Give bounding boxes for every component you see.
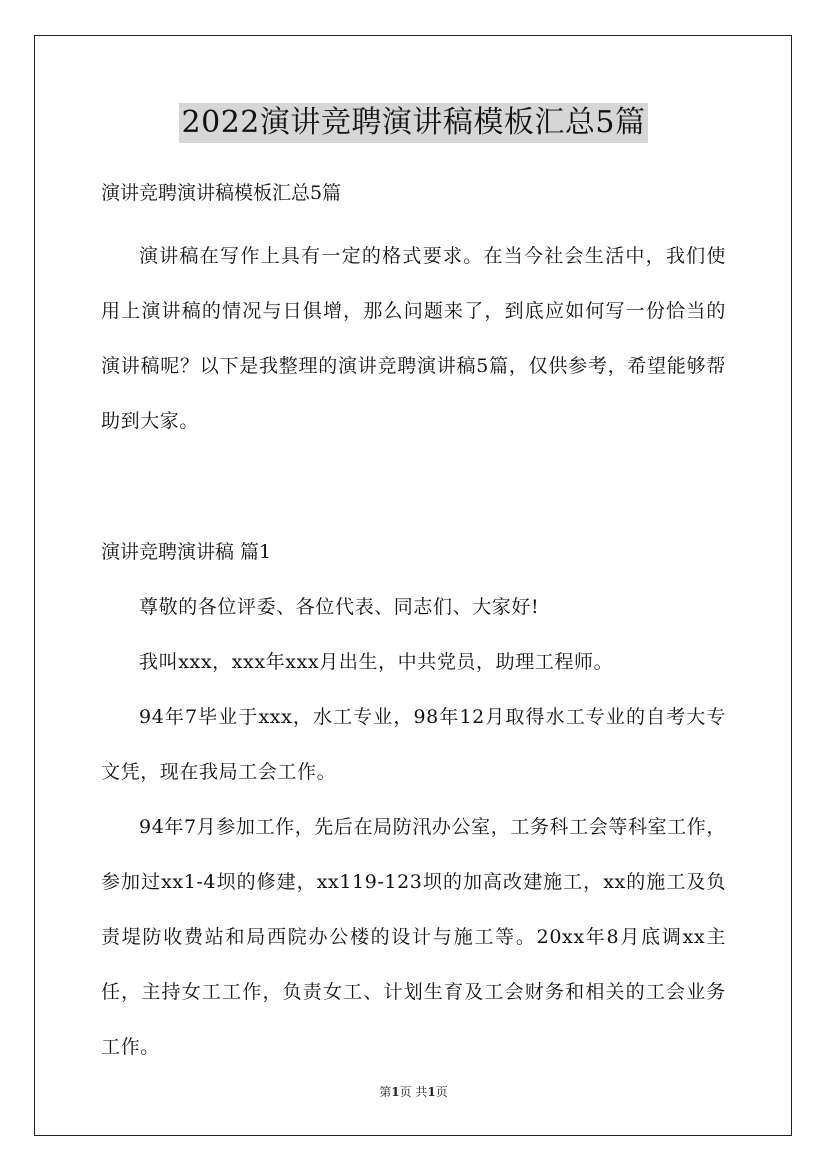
- section-heading: 演讲竞聘演讲稿 篇1: [101, 541, 272, 563]
- document-subtitle: 演讲竞聘演讲稿模板汇总5篇: [101, 182, 342, 204]
- page-footer: [0, 1083, 827, 1100]
- footer-suffix: 页: [435, 1085, 448, 1099]
- intro-paragraph: 演讲稿在写作上具有一定的格式要求。在当今社会生活中，我们使用上演讲稿的情况与日俱增，那么问题来了，到底应如何写一份恰当的演讲稿呢？以下是我整理的演讲竞聘演讲稿5篇，仅供参考，希望能够帮助到大家。: [101, 245, 726, 432]
- body-paragraph-introduction: 我叫xxx，xxx年xxx月出生，中共党员，助理工程师。: [139, 651, 614, 673]
- body-paragraph-greeting: 尊敬的各位评委、各位代表、同志们、大家好!: [139, 596, 540, 618]
- footer-prefix: 第: [379, 1085, 392, 1099]
- footer-mid: 页 共: [399, 1085, 428, 1099]
- footer-page-number: 1: [391, 1085, 400, 1099]
- body-paragraph-education: 94年7毕业于xxx，水工专业，98年12月取得水工专业的自考大专文凭，现在我局工会工作。: [101, 706, 726, 783]
- footer-total-pages: 1: [427, 1085, 436, 1099]
- title-container: [0, 103, 827, 143]
- body-paragraph-work-history: 94年7月参加工作，先后在局防汛办公室，工务科工会等科室工作，参加过xx1-4坝的修建，xx119-123坝的加高改建施工，xx的施工及负责堤防收费站和局西院办公楼的设计与施工等。20xx年8月底调xx主任，主持女工工作，负责女工、计划生育及工会财务和相关的工会业务工作。: [101, 816, 726, 1058]
- document-body: [101, 175, 726, 1075]
- document-title: 2022演讲竞聘演讲稿模板汇总5篇: [179, 103, 649, 143]
